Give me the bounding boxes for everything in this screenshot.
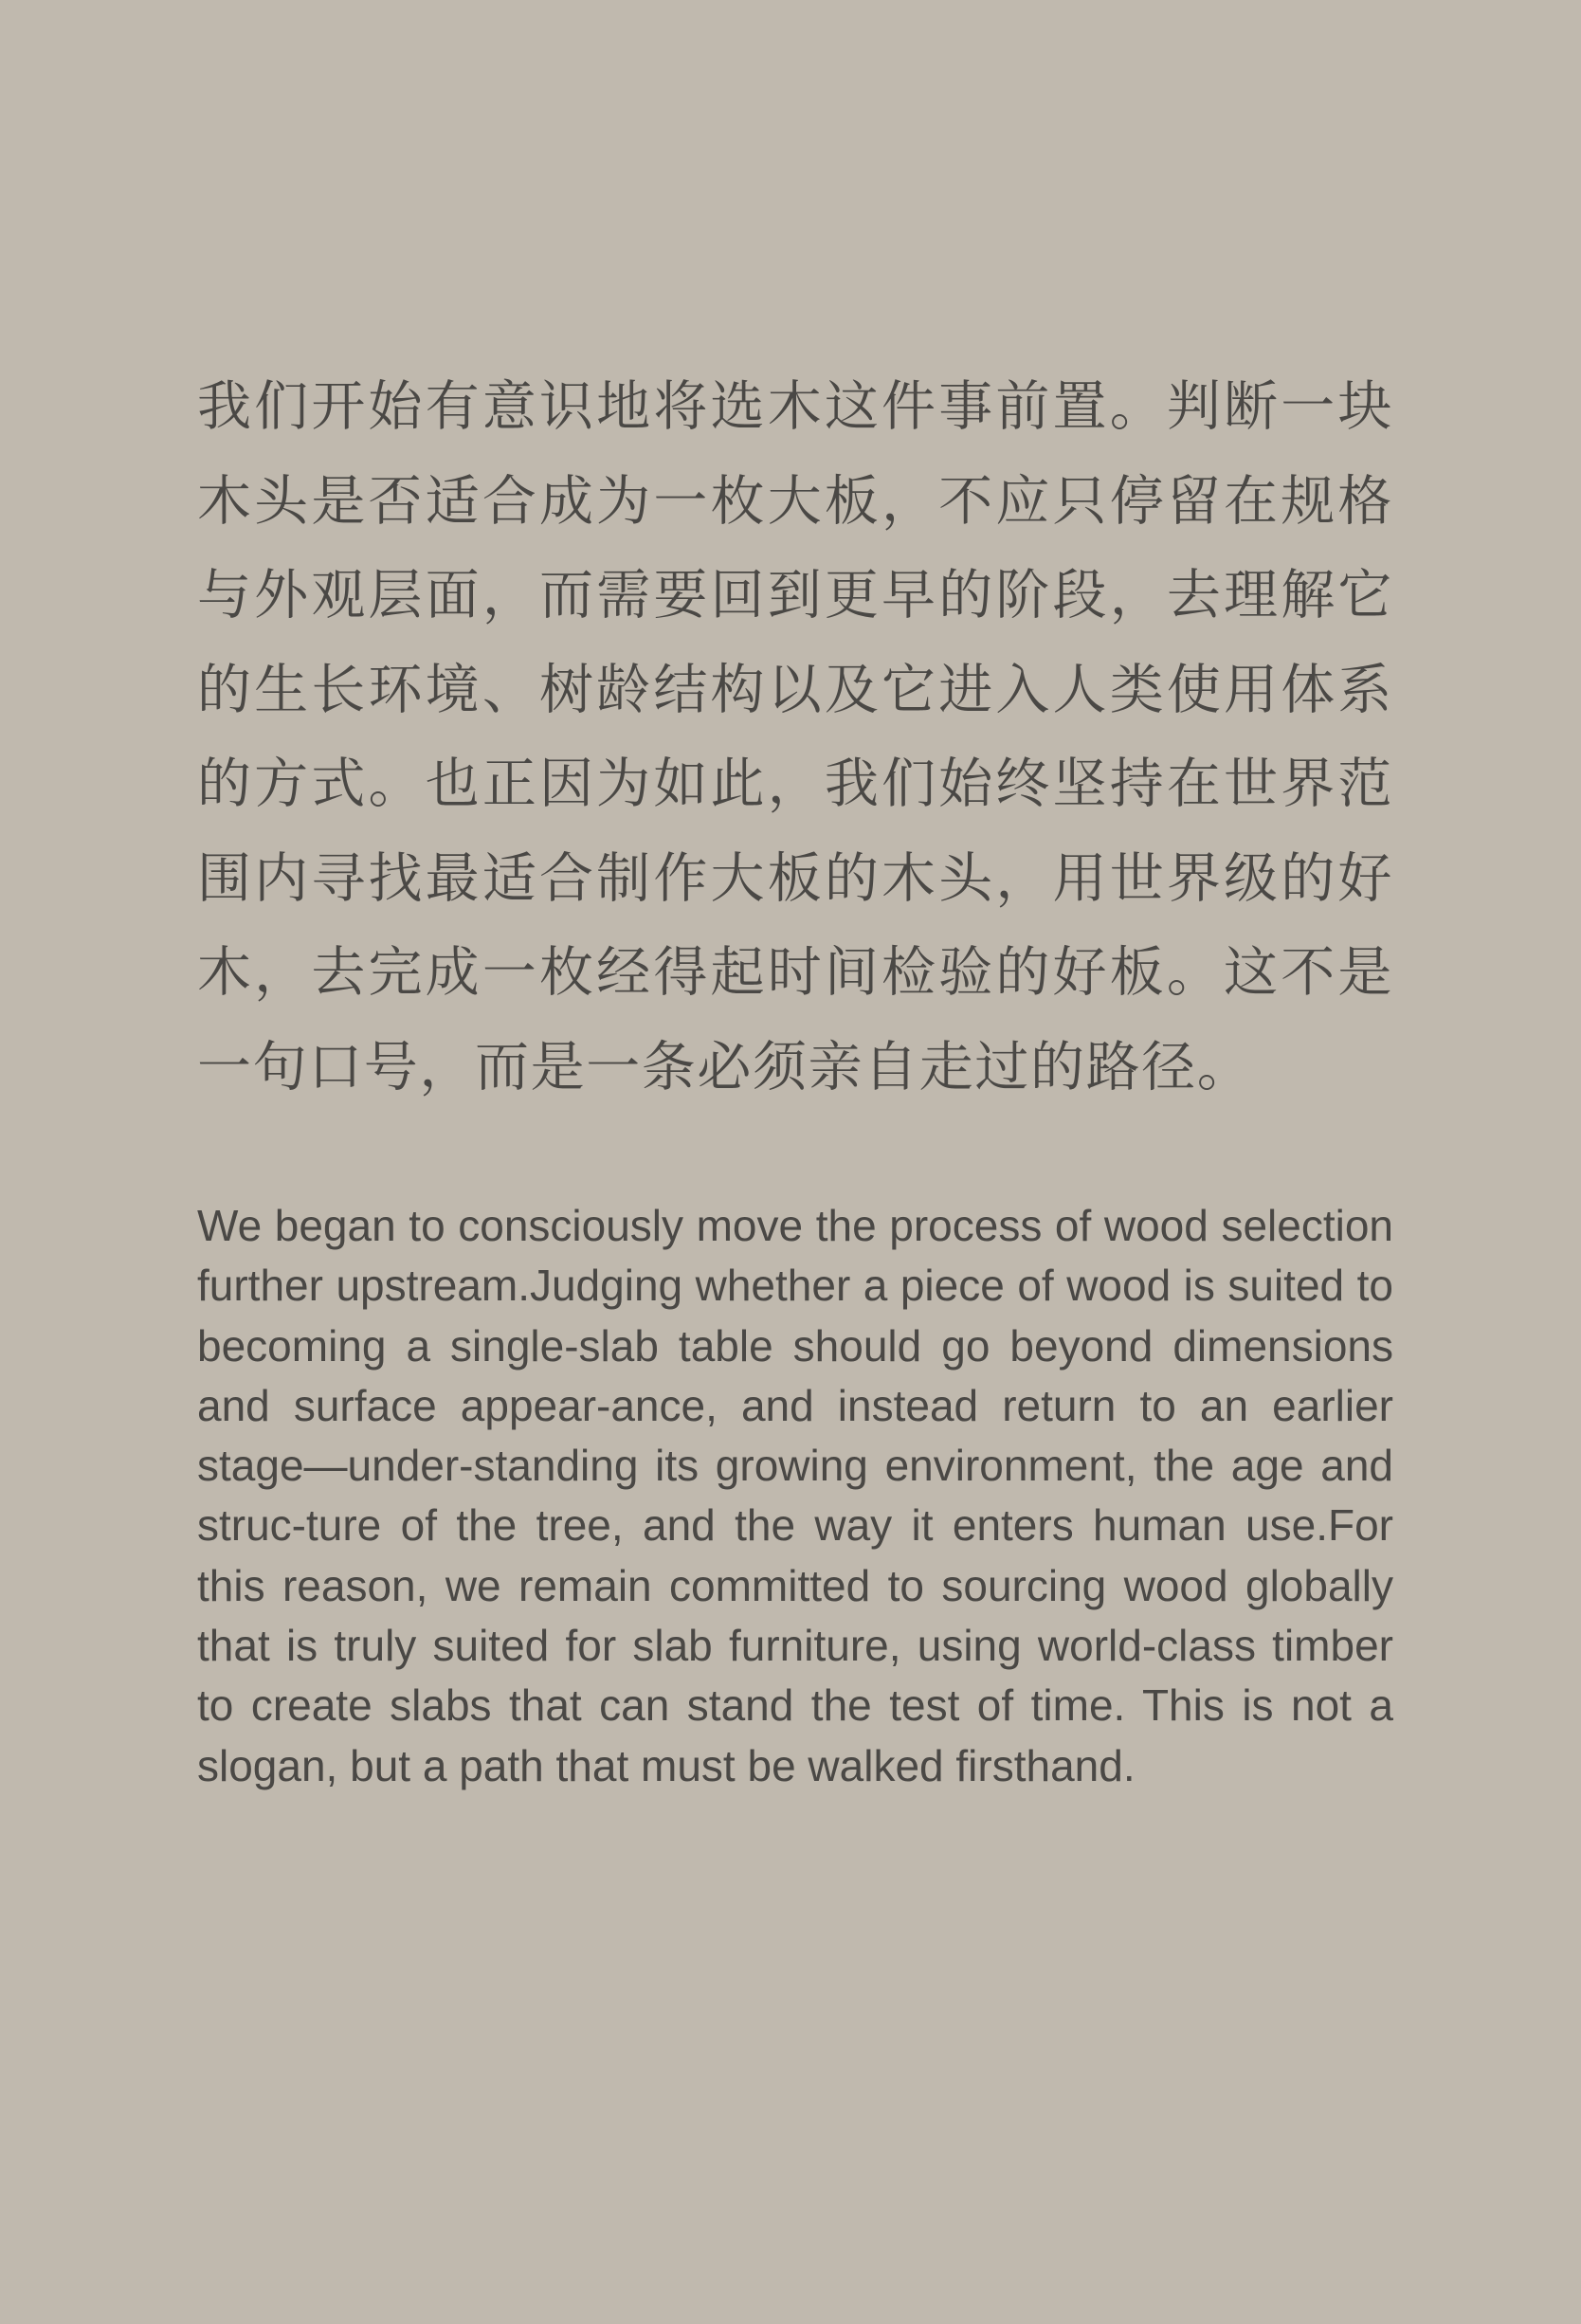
- chinese-paragraph: 我们开始有意识地将选木这件事前置。判断一块木头是否适合成为一枚大板，不应只停留在规格与外观层面，而需要回到更早的阶段，去理解它的生长环境、树龄结构以及它进入人类使用体系的方式。也正因为如此，我们始终坚持在世界范围内寻找最适合制作大板的木头，用世界级的好木，去完成一枚经得起时间检验的好板。这不是一句口号，而是一条必须亲自走过的路径。: [197, 375, 1393, 1098]
- english-paragraph: We began to consciously move the process of wood selection further upstream.Judging whether a piece of wood is suited to becoming a single-slab table should go beyond dimensions and surface appear-ance, and instead return to an earlier stage—under-standing its growing environment, the age and struc-ture of the tree, and the way it enters human use.For this reason, we remain committed to sourcing wood globally that is truly suited for slab furniture, using world-class timber to create slabs that can stand the test of time. This is not a slogan, but a path that must be walked firsthand.: [197, 1201, 1393, 1790]
